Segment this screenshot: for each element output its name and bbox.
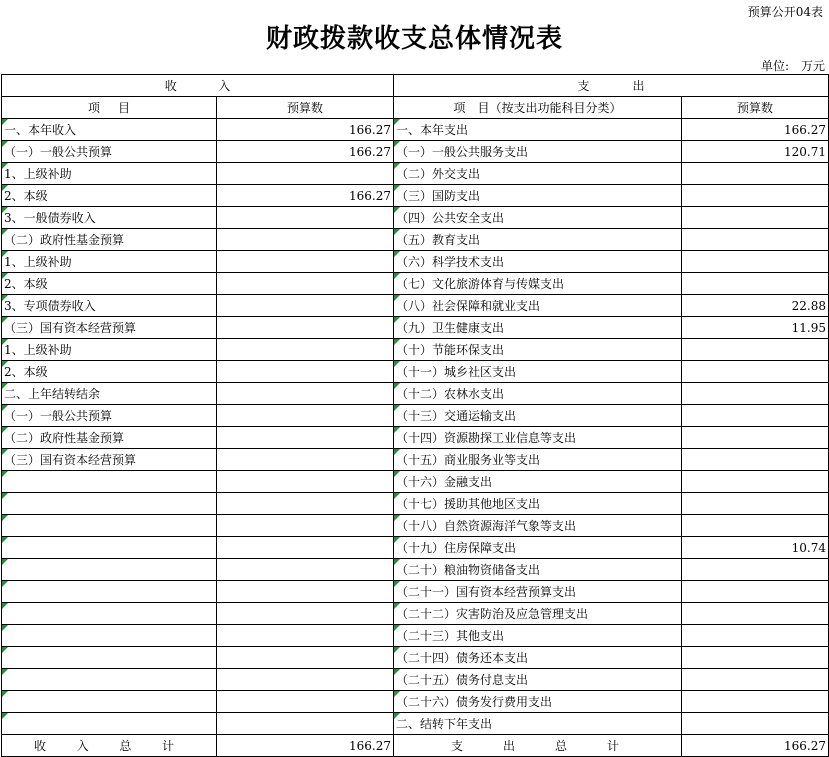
expense-amount-cell (682, 427, 829, 449)
table-row (2, 427, 829, 449)
expense-total-label (394, 735, 682, 757)
expense-amount-cell (682, 713, 829, 735)
expense-amount-cell: 166.27 (682, 119, 829, 141)
expense-amount-cell (682, 163, 829, 185)
income-amount-cell (217, 669, 394, 691)
expense-item-cell: （二十）粮油物资储备支出 (394, 559, 682, 581)
table-row (2, 207, 829, 229)
income-item-cell: 3、一般债券收入 (2, 207, 217, 229)
income-item-cell: 一、本年收入 (2, 119, 217, 141)
income-amount-cell (217, 471, 394, 493)
income-amount-cell (217, 207, 394, 229)
income-item-cell: 2、本级 (2, 185, 217, 207)
income-total-char: 收 (34, 739, 47, 753)
income-amount-cell (217, 515, 394, 537)
income-item-cell: 二、上年结转结余 (2, 383, 217, 405)
expense-header-char: 支 (577, 79, 590, 93)
table-total-row (2, 735, 829, 757)
table-column-header-row (2, 97, 829, 119)
expense-total-char: 计 (606, 739, 619, 753)
expense-item-cell: （八）社会保障和就业支出 (394, 295, 682, 317)
expense-item-cell: （十五）商业服务业等支出 (394, 449, 682, 471)
expense-total-char: 总 (554, 739, 567, 753)
table-row (2, 141, 829, 163)
expense-item-cell: （二十六）债务发行费用支出 (394, 691, 682, 713)
income-amount-cell: 166.27 (217, 119, 394, 141)
expense-amount-cell: 120.71 (682, 141, 829, 163)
col-expense-amount: 预算数 (682, 97, 829, 119)
income-item-cell (2, 559, 217, 581)
table-row (2, 383, 829, 405)
table-row (2, 493, 829, 515)
expense-header-char: 出 (632, 79, 645, 93)
table-row (2, 339, 829, 361)
table-row (2, 405, 829, 427)
income-amount-cell (217, 339, 394, 361)
income-item-cell: 2、本级 (2, 361, 217, 383)
expense-total-amount: 166.27 (682, 735, 829, 757)
unit-label-text: 单位: (760, 59, 789, 73)
table-row (2, 119, 829, 141)
income-item-cell: 1、上级补助 (2, 251, 217, 273)
income-amount-cell (217, 361, 394, 383)
income-amount-cell (217, 273, 394, 295)
expense-amount-cell (682, 449, 829, 471)
expense-item-cell: （十六）金融支出 (394, 471, 682, 493)
table-row (2, 581, 829, 603)
income-amount-cell: 166.27 (217, 141, 394, 163)
income-item-cell (2, 669, 217, 691)
expense-amount-cell (682, 669, 829, 691)
income-item-cell (2, 603, 217, 625)
expense-amount-cell (682, 339, 829, 361)
expense-item-cell: （四）公共安全支出 (394, 207, 682, 229)
expense-item-cell: （二十二）灾害防治及应急管理支出 (394, 603, 682, 625)
table-row (2, 691, 829, 713)
income-total-label (2, 735, 217, 757)
table-row (2, 603, 829, 625)
expense-amount-cell (682, 383, 829, 405)
expense-amount-cell (682, 471, 829, 493)
income-item-cell: 3、专项债券收入 (2, 295, 217, 317)
expense-item-cell: （二十五）债务付息支出 (394, 669, 682, 691)
table-row (2, 273, 829, 295)
income-item-cell (2, 691, 217, 713)
income-amount-cell (217, 625, 394, 647)
table-group-header-row (2, 75, 829, 97)
expense-item-cell: （十八）自然资源海洋气象等支出 (394, 515, 682, 537)
col-income-item (2, 97, 217, 119)
income-amount-cell (217, 163, 394, 185)
expense-item-cell: （十二）农林水支出 (394, 383, 682, 405)
expense-amount-cell (682, 273, 829, 295)
expense-amount-cell: 11.95 (682, 317, 829, 339)
income-item-cell: （三）国有资本经营预算 (2, 317, 217, 339)
expense-amount-cell: 22.88 (682, 295, 829, 317)
table-body (2, 119, 829, 735)
income-item-cell (2, 493, 217, 515)
income-item-cell: 1、上级补助 (2, 163, 217, 185)
table-row (2, 669, 829, 691)
income-amount-cell (217, 405, 394, 427)
expense-item-cell: （二十四）债务还本支出 (394, 647, 682, 669)
expense-amount-cell (682, 207, 829, 229)
expense-amount-cell (682, 185, 829, 207)
income-amount-cell (217, 295, 394, 317)
income-header-char: 收 (164, 79, 177, 93)
income-item-cell: （一）一般公共预算 (2, 141, 217, 163)
income-amount-cell (217, 559, 394, 581)
table-row (2, 471, 829, 493)
expense-total-char: 支 (451, 739, 464, 753)
table-row (2, 251, 829, 273)
expense-total-char: 出 (502, 739, 515, 753)
page-title: 财政拨款收支总体情况表 (265, 24, 563, 54)
income-item-cell (2, 471, 217, 493)
income-item-cell: 2、本级 (2, 273, 217, 295)
income-amount-cell (217, 317, 394, 339)
table-row (2, 515, 829, 537)
expense-group-header (394, 75, 829, 97)
expense-item-cell: （二）外交支出 (394, 163, 682, 185)
income-amount-cell (217, 493, 394, 515)
form-code: 预算公开04表 (747, 5, 823, 19)
income-amount-cell: 166.27 (217, 185, 394, 207)
income-item-cell (2, 537, 217, 559)
income-header-char: 入 (218, 79, 231, 93)
expense-amount-cell (682, 603, 829, 625)
income-item-cell: （二）政府性基金预算 (2, 229, 217, 251)
unit-value: 万元 (800, 59, 825, 73)
expense-item-cell: （一）一般公共服务支出 (394, 141, 682, 163)
income-amount-cell (217, 647, 394, 669)
income-amount-cell (217, 603, 394, 625)
income-item-cell (2, 581, 217, 603)
income-amount-cell (217, 427, 394, 449)
col-income-item-char: 目 (117, 101, 130, 115)
income-amount-cell (217, 251, 394, 273)
expense-amount-cell (682, 647, 829, 669)
table-row (2, 163, 829, 185)
income-amount-cell (217, 713, 394, 735)
expense-item-cell: 一、本年支出 (394, 119, 682, 141)
table-row (2, 185, 829, 207)
expense-item-cell: （五）教育支出 (394, 229, 682, 251)
expense-amount-cell (682, 493, 829, 515)
expense-amount-cell (682, 581, 829, 603)
income-amount-cell (217, 449, 394, 471)
income-amount-cell (217, 581, 394, 603)
table-row (2, 361, 829, 383)
income-item-cell: （二）政府性基金预算 (2, 427, 217, 449)
expense-item-cell: （十七）援助其他地区支出 (394, 493, 682, 515)
col-income-amount: 预算数 (217, 97, 394, 119)
income-total-amount: 166.27 (217, 735, 394, 757)
expense-item-cell: （十四）资源勘探工业信息等支出 (394, 427, 682, 449)
income-item-cell: （一）一般公共预算 (2, 405, 217, 427)
expense-amount-cell (682, 559, 829, 581)
budget-table (1, 74, 829, 757)
table-row (2, 559, 829, 581)
expense-item-cell: 二、结转下年支出 (394, 713, 682, 735)
income-item-cell (2, 515, 217, 537)
table-row (2, 713, 829, 735)
expense-item-cell: （十）节能环保支出 (394, 339, 682, 361)
expense-item-cell: （十九）住房保障支出 (394, 537, 682, 559)
income-amount-cell (217, 383, 394, 405)
income-amount-cell (217, 691, 394, 713)
expense-item-cell: （二十一）国有资本经营预算支出 (394, 581, 682, 603)
table-row (2, 625, 829, 647)
income-item-cell: （三）国有资本经营预算 (2, 449, 217, 471)
table-row (2, 317, 829, 339)
income-group-header (2, 75, 394, 97)
income-item-cell (2, 713, 217, 735)
table-row (2, 229, 829, 251)
income-total-char: 计 (161, 739, 174, 753)
expense-amount-cell (682, 625, 829, 647)
expense-item-cell: （九）卫生健康支出 (394, 317, 682, 339)
expense-amount-cell (682, 405, 829, 427)
col-income-item-char: 项 (87, 101, 100, 115)
col-expense-item: 项 目（按支出功能科目分类） (394, 97, 682, 119)
expense-amount-cell (682, 691, 829, 713)
expense-item-cell: （三）国防支出 (394, 185, 682, 207)
table-row (2, 295, 829, 317)
expense-item-cell: （十一）城乡社区支出 (394, 361, 682, 383)
income-item-cell (2, 625, 217, 647)
expense-amount-cell (682, 229, 829, 251)
table-row (2, 449, 829, 471)
income-item-cell (2, 647, 217, 669)
income-amount-cell (217, 229, 394, 251)
expense-amount-cell (682, 251, 829, 273)
income-total-char: 入 (76, 739, 89, 753)
expense-item-cell: （二十三）其他支出 (394, 625, 682, 647)
expense-item-cell: （七）文化旅游体育与传媒支出 (394, 273, 682, 295)
expense-amount-cell (682, 515, 829, 537)
table-row (2, 537, 829, 559)
unit-label (761, 57, 825, 74)
table-row (2, 647, 829, 669)
income-item-cell: 1、上级补助 (2, 339, 217, 361)
expense-item-cell: （六）科学技术支出 (394, 251, 682, 273)
income-amount-cell (217, 537, 394, 559)
expense-amount-cell: 10.74 (682, 537, 829, 559)
expense-item-cell: （十三）交通运输支出 (394, 405, 682, 427)
income-total-char: 总 (119, 739, 132, 753)
expense-amount-cell (682, 361, 829, 383)
